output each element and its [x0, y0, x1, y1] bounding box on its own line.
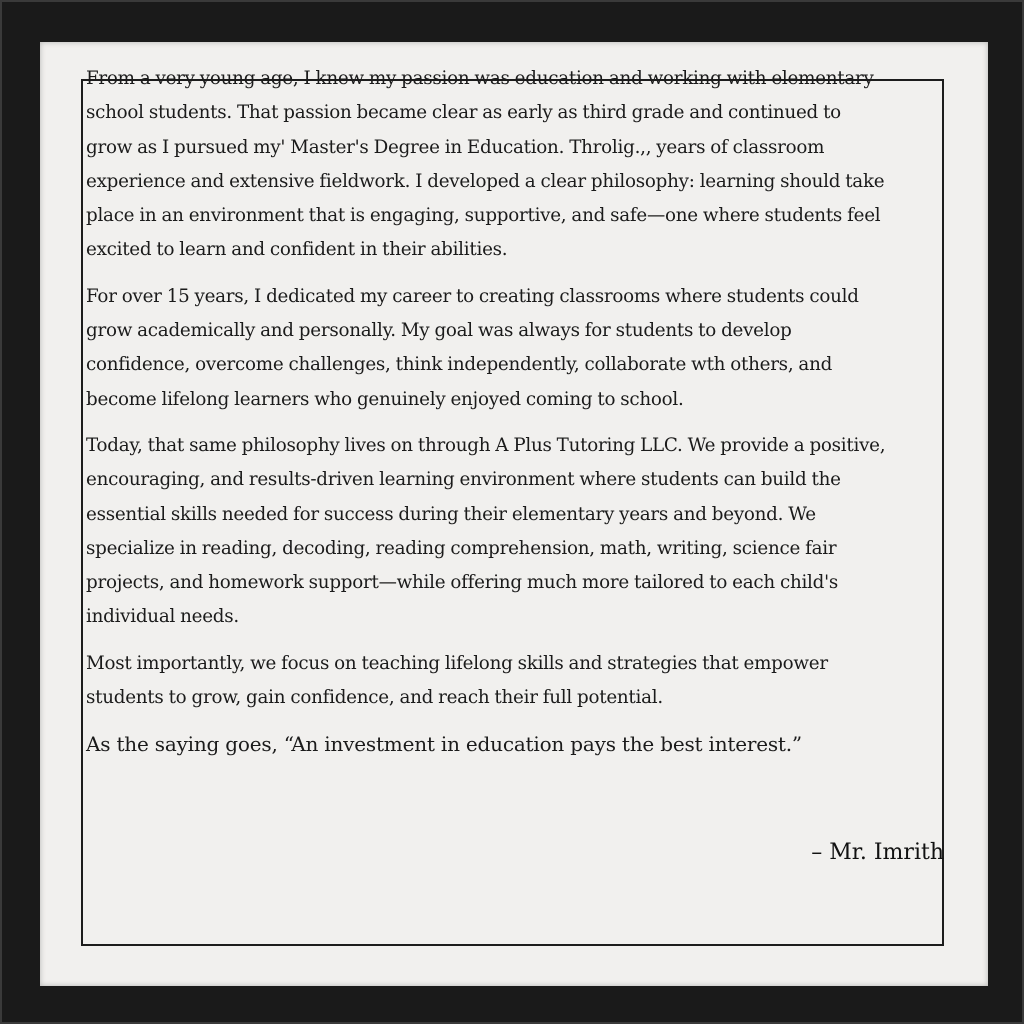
quote: As the saying goes, “An investment in education pays the best interest.” — [86, 732, 802, 757]
signature: – Mr. Imrith — [811, 840, 944, 865]
letter-body — [86, 62, 886, 761]
paragraph-philosophy: From a very young age, I knew my passion was education and working with elementary school students. That passion became clear as early as third grade and continued to grow as I pursued my' Master's Degree in Education. Throlig.,, years of classroom experience and extensive fieldwork. I developed a clear philosophy: learning should take place in an environment that is engaging, supportive, and safe—one where students feel excited to learn and confident in their abilities. — [86, 68, 885, 261]
paragraph-importance: Most importantly, we focus on teaching lifelong skills and strategies that empower students to grow, gain confidence, and reach their full potential. — [86, 652, 828, 709]
paragraph-career: For over 15 years, I dedicated my career to creating classrooms where students could grow academically and personally. My goal was always for students to develop confidence, overcome challenges, think independently, collaborate wth others, and become lifelong learners who genuinely enjoyed coming to school. — [86, 285, 859, 410]
paragraph-tutoring: Today, that same philosophy lives on through A Plus Tutoring LLC. We provide a positive, encouraging, and results-driven learning environment where students can build the essential skills needed for success during their elementary years and beyond. We specialize in reading, decoding, reading comprehension, math, writing, science fair projects, and homework support—while offering much more tailored to each child's individual needs. — [86, 434, 886, 628]
